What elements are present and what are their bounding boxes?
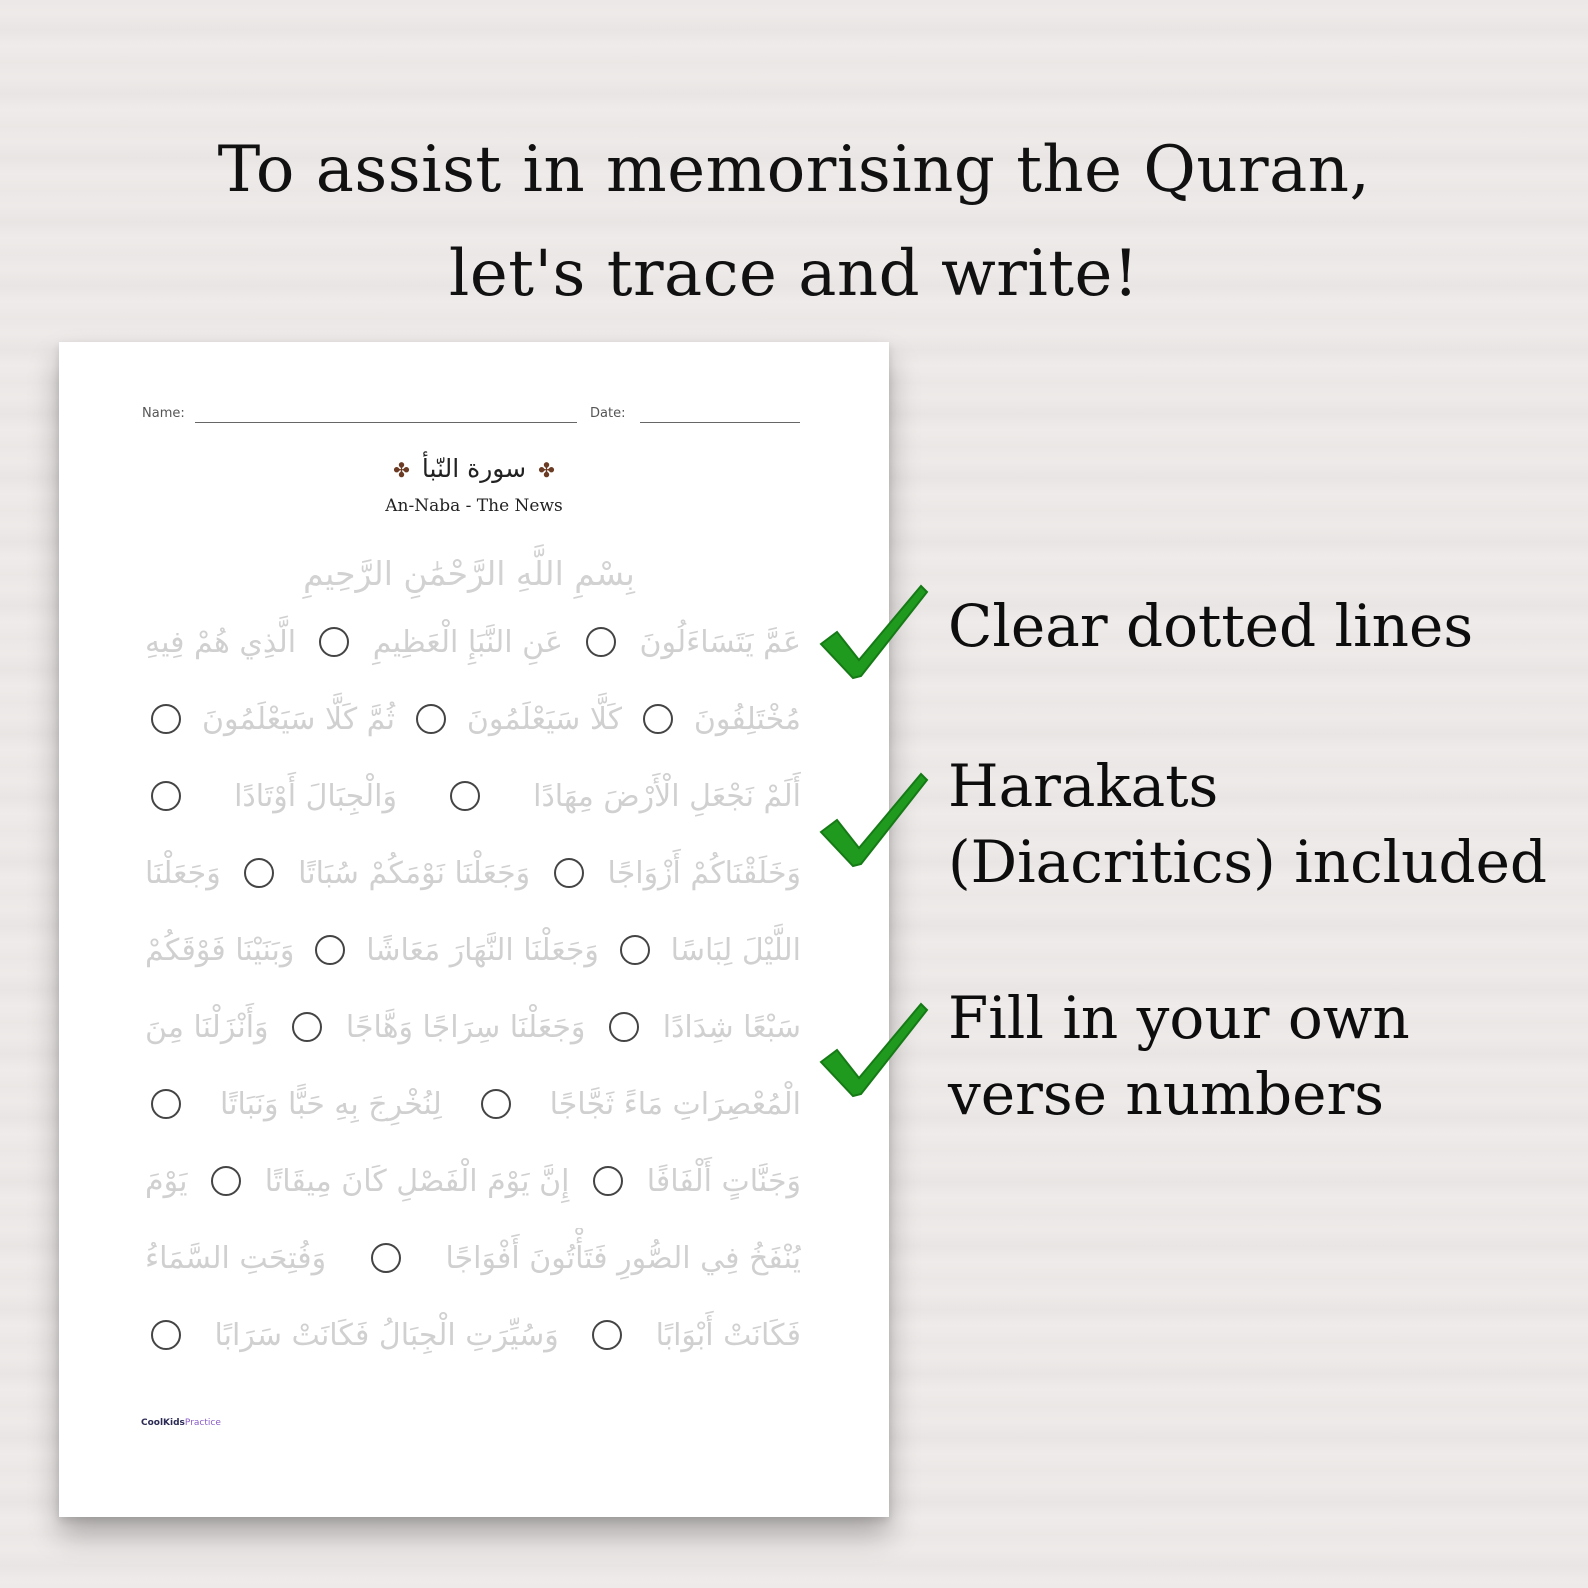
brand-part-1: CoolKids <box>141 1418 185 1428</box>
verse-trace-text: ثُمَّ كَلَّا سَيَعْلَمُونَ <box>201 701 395 737</box>
verse-number-circle[interactable] <box>609 1012 639 1042</box>
name-label: Name: <box>142 406 185 421</box>
verse-trace-text: كَلَّا سَيَعْلَمُونَ <box>466 701 623 737</box>
verse-number-circle[interactable] <box>620 935 650 965</box>
brand-logo <box>141 1418 221 1428</box>
surah-title-english: An-Naba - The News <box>385 496 563 516</box>
verse-number-circle[interactable] <box>416 704 446 734</box>
checkmark-icon <box>815 1000 933 1110</box>
feature-verse-numbers <box>948 980 1410 1132</box>
worksheet-page <box>59 342 889 1517</box>
basmala-trace: بِسْمِ اللَّهِ الرَّحْمَٰنِ الرَّحِيمِ <box>303 554 635 593</box>
feature-text: (Diacritics) included <box>948 828 1548 896</box>
verse-trace-text: عَمَّ يَتَسَاءَلُونَ <box>639 624 801 660</box>
verse-number-circle[interactable] <box>151 1320 181 1350</box>
verse-trace-text: الَّذِي هُمْ فِيهِ <box>145 624 297 660</box>
verse-number-circle[interactable] <box>315 935 345 965</box>
verse-trace-text: عَنِ النَّبَإِ الْعَظِيمِ <box>372 624 563 660</box>
verse-line <box>145 920 801 980</box>
verse-number-circle[interactable] <box>592 1320 622 1350</box>
verse-line <box>145 612 801 672</box>
verse-line <box>145 997 801 1057</box>
verse-number-circle[interactable] <box>450 781 480 811</box>
verse-line <box>145 1228 801 1288</box>
verse-trace-text: الْمُعْصِرَاتِ مَاءً ثَجَّاجًا <box>549 1086 801 1122</box>
verse-number-circle[interactable] <box>211 1166 241 1196</box>
verse-trace-text: وَأَنْزَلْنَا مِنَ <box>145 1009 269 1045</box>
verse-number-circle[interactable] <box>554 858 584 888</box>
verse-number-circle[interactable] <box>593 1166 623 1196</box>
verse-number-circle[interactable] <box>319 627 349 657</box>
verse-trace-text: وَجَعَلْنَا النَّهَارَ مَعَاشًا <box>366 932 599 968</box>
name-line[interactable] <box>195 422 577 423</box>
verse-number-circle[interactable] <box>481 1089 511 1119</box>
verse-trace-text: وَخَلَقْنَاكُمْ أَزْوَاجًا <box>607 855 801 891</box>
headline <box>0 118 1588 326</box>
verse-number-circle[interactable] <box>586 627 616 657</box>
surah-title-text: سورة النّبأ <box>421 454 527 483</box>
verse-line <box>145 1151 801 1211</box>
verse-number-circle[interactable] <box>151 704 181 734</box>
verse-trace-text: وَجَعَلْنَا سِرَاجًا وَهَّاجًا <box>345 1009 586 1045</box>
checkmark-icon <box>815 582 933 692</box>
feature-text: Harakats <box>948 752 1219 820</box>
verse-trace-text: فَكَانَتْ أَبْوَابًا <box>655 1317 801 1353</box>
checkmark-icon <box>815 770 933 880</box>
verse-trace-text: أَلَمْ نَجْعَلِ الْأَرْضَ مِهَادًا <box>533 778 801 814</box>
verse-trace-text: وَجَعَلْنَا نَوْمَكُمْ سُبَاتًا <box>298 855 531 891</box>
verse-number-circle[interactable] <box>371 1243 401 1273</box>
verse-number-circle[interactable] <box>292 1012 322 1042</box>
verse-line <box>145 1074 801 1134</box>
ornament-icon: ✤ <box>538 458 555 482</box>
verse-trace-text: يَوْمَ <box>145 1163 188 1199</box>
feature-text: Fill in your own <box>948 984 1410 1052</box>
verse-number-circle[interactable] <box>151 781 181 811</box>
surah-title-arabic <box>59 454 889 483</box>
verse-line <box>145 766 801 826</box>
date-label: Date: <box>590 406 626 421</box>
verse-trace-text: وَسُيِّرَتِ الْجِبَالُ فَكَانَتْ سَرَابًا <box>214 1317 559 1353</box>
feature-text: Clear dotted lines <box>948 592 1474 660</box>
brand-part-2: Practice <box>184 1418 221 1428</box>
verse-line <box>145 843 801 903</box>
feature-clear-dotted-lines <box>948 588 1473 664</box>
verse-line <box>145 689 801 749</box>
verse-trace-text: يُنْفَخُ فِي الصُّورِ فَتَأْتُونَ أَفْوَاجًا <box>445 1240 801 1276</box>
name-date-bar <box>142 404 802 430</box>
verse-trace-text: وَجَعَلْنَا <box>145 855 221 891</box>
verse-line <box>145 1305 801 1365</box>
verse-trace-text: اللَّيْلَ لِبَاسًا <box>670 932 801 968</box>
headline-line-2: let's trace and write! <box>448 237 1140 311</box>
feature-text: verse numbers <box>948 1060 1384 1128</box>
ornament-icon: ✤ <box>393 458 410 482</box>
verse-trace-text: إِنَّ يَوْمَ الْفَصْلِ كَانَ مِيقَاتًا <box>264 1163 570 1199</box>
verse-trace-text: لِنُخْرِجَ بِهِ حَبًّا وَنَبَاتًا <box>219 1086 442 1122</box>
verse-trace-text: مُخْتَلِفُونَ <box>693 701 801 737</box>
verse-number-circle[interactable] <box>151 1089 181 1119</box>
feature-harakats <box>948 748 1547 900</box>
verse-trace-text: وَجَنَّاتٍ أَلْفَافًا <box>646 1163 801 1199</box>
verse-number-circle[interactable] <box>244 858 274 888</box>
verse-trace-text: وَالْجِبَالَ أَوْتَادًا <box>234 778 397 814</box>
verse-trace-text: سَبْعًا شِدَادًا <box>662 1009 801 1045</box>
date-line[interactable] <box>640 422 800 423</box>
verse-number-circle[interactable] <box>643 704 673 734</box>
verse-trace-text: وَبَنَيْنَا فَوْقَكُمْ <box>145 932 295 968</box>
headline-line-1: To assist in memorising the Quran, <box>217 133 1371 207</box>
verse-trace-text: وَفُتِحَتِ السَّمَاءُ <box>145 1240 327 1276</box>
